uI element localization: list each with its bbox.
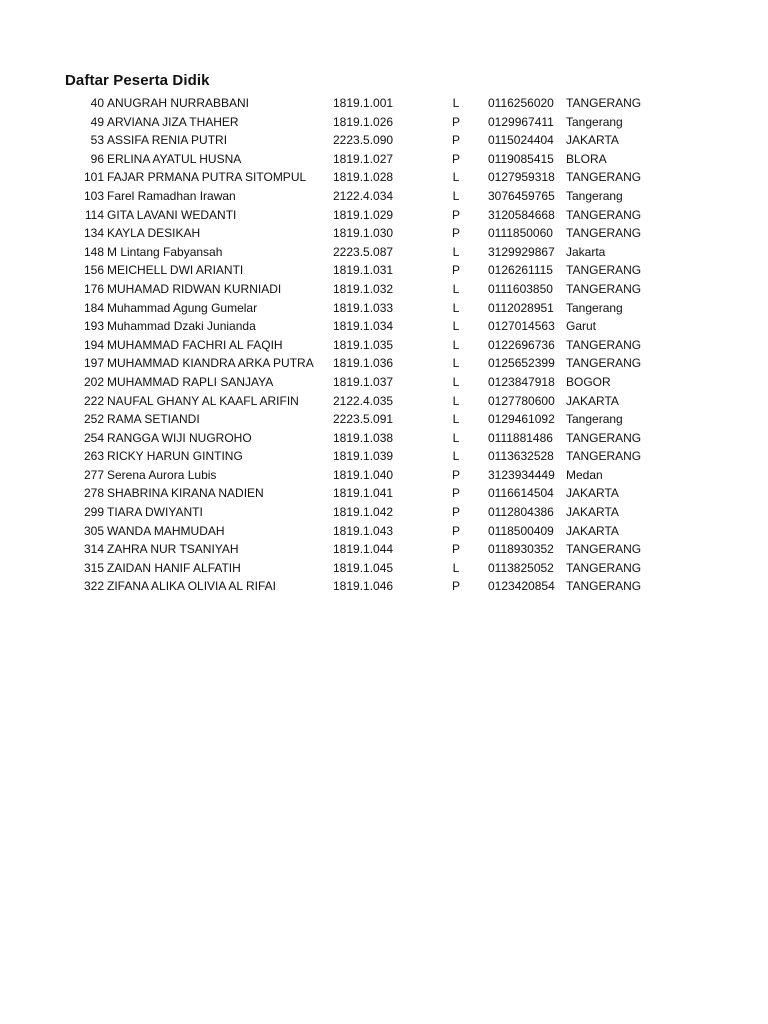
cell-nisn: 0111603850 bbox=[488, 281, 553, 296]
cell-nisn: 3076459765 bbox=[488, 188, 555, 203]
cell-gender: P bbox=[451, 226, 460, 241]
cell-city: Garut bbox=[566, 319, 597, 334]
cell-gender: P bbox=[451, 505, 460, 520]
table-row bbox=[0, 503, 768, 522]
student-list bbox=[0, 94, 768, 596]
table-row bbox=[0, 317, 768, 336]
cell-nisn: 0111881486 bbox=[488, 430, 553, 445]
cell-nisn: 0123847918 bbox=[488, 374, 555, 389]
cell-city: JAKARTA bbox=[566, 523, 619, 538]
cell-name: Serena Aurora Lubis bbox=[107, 467, 217, 482]
cell-gender: L bbox=[452, 393, 460, 408]
cell-nis: 1819.1.043 bbox=[333, 523, 394, 538]
cell-nis: 1819.1.001 bbox=[333, 96, 394, 110]
cell-nisn: 0115024404 bbox=[488, 133, 554, 148]
cell-nis: 1819.1.036 bbox=[333, 356, 394, 371]
cell-city: TANGERANG bbox=[566, 579, 642, 594]
cell-name: GITA LAVANI WEDANTI bbox=[107, 207, 237, 222]
table-row bbox=[0, 261, 768, 280]
cell-nis: 2223.5.087 bbox=[333, 244, 394, 259]
cell-nisn: 0119085415 bbox=[488, 151, 554, 166]
cell-nis: 1819.1.035 bbox=[333, 337, 394, 352]
table-row bbox=[0, 150, 768, 169]
table-row bbox=[0, 299, 768, 318]
cell-no: 101 bbox=[83, 170, 104, 185]
cell-nis: 1819.1.033 bbox=[333, 300, 394, 315]
cell-gender: P bbox=[451, 486, 460, 501]
cell-nis: 2122.4.034 bbox=[333, 188, 394, 203]
table-row bbox=[0, 559, 768, 578]
cell-nisn: 0126261115 bbox=[488, 263, 553, 278]
cell-nis: 1819.1.030 bbox=[333, 226, 394, 241]
cell-no: 197 bbox=[83, 356, 104, 371]
cell-no: 193 bbox=[83, 319, 104, 334]
page-title: Daftar Peserta Didik bbox=[65, 72, 210, 89]
cell-gender: L bbox=[452, 319, 460, 334]
cell-no: 103 bbox=[83, 188, 104, 203]
cell-city: TANGERANG bbox=[566, 449, 642, 464]
cell-gender: L bbox=[452, 560, 460, 575]
cell-gender: L bbox=[452, 412, 460, 427]
cell-city: JAKARTA bbox=[566, 486, 619, 501]
cell-no: 314 bbox=[83, 542, 104, 557]
cell-gender: L bbox=[452, 356, 460, 371]
cell-name: M Lintang Fabyansah bbox=[107, 244, 223, 259]
cell-name: MUHAMMAD FACHRI AL FAQIH bbox=[107, 337, 283, 352]
cell-no: 277 bbox=[83, 467, 104, 482]
cell-nisn: 0127014563 bbox=[488, 319, 555, 334]
cell-name: MUHAMMAD RAPLI SANJAYA bbox=[107, 374, 274, 389]
cell-nisn: 3120584668 bbox=[488, 207, 555, 222]
table-row bbox=[0, 447, 768, 466]
cell-nis: 1819.1.039 bbox=[333, 449, 394, 464]
cell-nisn: 0123420854 bbox=[488, 579, 555, 594]
cell-nis: 1819.1.029 bbox=[333, 207, 394, 222]
cell-gender: L bbox=[452, 281, 460, 296]
cell-nis: 1819.1.026 bbox=[333, 114, 394, 129]
cell-city: TANGERANG bbox=[566, 356, 642, 371]
cell-nis: 1819.1.040 bbox=[333, 467, 394, 482]
cell-gender: L bbox=[452, 430, 460, 445]
cell-city: Tangerang bbox=[566, 412, 623, 427]
cell-name: RAMA SETIANDI bbox=[107, 412, 200, 427]
cell-no: 222 bbox=[83, 393, 104, 408]
cell-city: Tangerang bbox=[566, 114, 623, 129]
table-row bbox=[0, 336, 768, 355]
cell-nis: 1819.1.038 bbox=[333, 430, 394, 445]
cell-nisn: 0116256020 bbox=[488, 96, 554, 110]
cell-nisn: 3123934449 bbox=[488, 467, 555, 482]
cell-city: Tangerang bbox=[566, 188, 623, 203]
cell-name: TIARA DWIYANTI bbox=[107, 505, 203, 520]
cell-no: 278 bbox=[83, 486, 104, 501]
cell-name: ZAHRA NUR TSANIYAH bbox=[107, 542, 239, 557]
table-row bbox=[0, 224, 768, 243]
cell-city: Tangerang bbox=[566, 300, 623, 315]
cell-no: 40 bbox=[90, 96, 104, 110]
table-row bbox=[0, 280, 768, 299]
cell-nis: 1819.1.045 bbox=[333, 560, 394, 575]
cell-gender: P bbox=[451, 467, 460, 482]
cell-city: BOGOR bbox=[566, 374, 611, 389]
cell-no: 53 bbox=[90, 133, 104, 148]
cell-nis: 1819.1.034 bbox=[333, 319, 394, 334]
table-row bbox=[0, 577, 768, 596]
cell-gender: P bbox=[451, 579, 460, 594]
cell-nis: 1819.1.037 bbox=[333, 374, 394, 389]
cell-gender: P bbox=[451, 263, 460, 278]
cell-no: 184 bbox=[83, 300, 104, 315]
cell-gender: L bbox=[452, 337, 460, 352]
cell-name: SHABRINA KIRANA NADIEN bbox=[107, 486, 264, 501]
table-row bbox=[0, 429, 768, 448]
cell-city: JAKARTA bbox=[566, 393, 619, 408]
cell-gender: P bbox=[451, 151, 460, 166]
cell-nisn: 0127780600 bbox=[488, 393, 555, 408]
cell-no: 134 bbox=[83, 226, 104, 241]
table-row bbox=[0, 392, 768, 411]
cell-gender: L bbox=[452, 170, 460, 185]
cell-nisn: 0111850060 bbox=[488, 226, 553, 241]
cell-city: JAKARTA bbox=[566, 133, 619, 148]
cell-gender: L bbox=[452, 374, 460, 389]
table-row bbox=[0, 373, 768, 392]
cell-name: ZAIDAN HANIF ALFATIH bbox=[107, 560, 241, 575]
cell-gender: L bbox=[452, 300, 460, 315]
cell-nis: 1819.1.042 bbox=[333, 505, 394, 520]
table-row bbox=[0, 540, 768, 559]
cell-nis: 1819.1.041 bbox=[333, 486, 394, 501]
cell-name: RANGGA WIJI NUGROHO bbox=[107, 430, 252, 445]
cell-name: MUHAMMAD KIANDRA ARKA PUTRA bbox=[107, 356, 314, 371]
cell-name: WANDA MAHMUDAH bbox=[107, 523, 225, 538]
cell-name: Farel Ramadhan Irawan bbox=[107, 188, 236, 203]
cell-city: BLORA bbox=[566, 151, 607, 166]
cell-nisn: 0113632528 bbox=[488, 449, 554, 464]
cell-nis: 1819.1.031 bbox=[333, 263, 394, 278]
cell-no: 252 bbox=[83, 412, 104, 427]
table-row bbox=[0, 243, 768, 262]
cell-nis: 1819.1.032 bbox=[333, 281, 394, 296]
cell-name: Muhammad Dzaki Junianda bbox=[107, 319, 256, 334]
cell-city: TANGERANG bbox=[566, 226, 642, 241]
cell-nis: 2223.5.091 bbox=[333, 412, 394, 427]
cell-no: 305 bbox=[83, 523, 104, 538]
table-row bbox=[0, 187, 768, 206]
cell-no: 315 bbox=[83, 560, 104, 575]
cell-nis: 1819.1.027 bbox=[333, 151, 394, 166]
cell-city: TANGERANG bbox=[566, 263, 642, 278]
cell-city: Medan bbox=[566, 467, 603, 482]
cell-gender: L bbox=[452, 96, 460, 110]
cell-nisn: 0122696736 bbox=[488, 337, 555, 352]
cell-gender: P bbox=[451, 542, 460, 557]
table-row bbox=[0, 206, 768, 225]
cell-no: 263 bbox=[83, 449, 104, 464]
cell-no: 194 bbox=[83, 337, 104, 352]
cell-city: TANGERANG bbox=[566, 430, 642, 445]
table-row bbox=[0, 131, 768, 150]
table-row bbox=[0, 410, 768, 429]
cell-gender: P bbox=[451, 133, 460, 148]
cell-nisn: 0113825052 bbox=[488, 560, 554, 575]
cell-nisn: 0127959318 bbox=[488, 170, 555, 185]
cell-nisn: 0112028951 bbox=[488, 300, 554, 315]
cell-name: ZIFANA ALIKA OLIVIA AL RIFAI bbox=[107, 579, 276, 594]
cell-nisn: 0116614504 bbox=[488, 486, 554, 501]
cell-nis: 2223.5.090 bbox=[333, 133, 394, 148]
cell-name: KAYLA DESIKAH bbox=[107, 226, 201, 241]
cell-city: JAKARTA bbox=[566, 505, 619, 520]
cell-nisn: 0112804386 bbox=[488, 505, 554, 520]
cell-name: MEICHELL DWI ARIANTI bbox=[107, 263, 244, 278]
cell-name: NAUFAL GHANY AL KAAFL ARIFIN bbox=[107, 393, 299, 408]
table-row bbox=[0, 466, 768, 485]
cell-nis: 1819.1.046 bbox=[333, 579, 394, 594]
cell-gender: L bbox=[452, 449, 460, 464]
cell-nis: 1819.1.044 bbox=[333, 542, 394, 557]
cell-no: 299 bbox=[83, 505, 104, 520]
cell-city: TANGERANG bbox=[566, 560, 642, 575]
cell-no: 49 bbox=[90, 114, 104, 129]
cell-name: FAJAR PRMANA PUTRA SITOMPUL bbox=[107, 170, 307, 185]
cell-no: 114 bbox=[84, 207, 104, 222]
cell-nisn: 0129967411 bbox=[488, 114, 554, 129]
table-row bbox=[0, 113, 768, 132]
cell-no: 96 bbox=[90, 151, 104, 166]
cell-city: TANGERANG bbox=[566, 542, 642, 557]
cell-nisn: 0118930352 bbox=[488, 542, 554, 557]
cell-no: 322 bbox=[83, 579, 104, 594]
cell-nisn: 0118500409 bbox=[488, 523, 554, 538]
cell-no: 176 bbox=[83, 281, 104, 296]
cell-name: ARVIANA JIZA THAHER bbox=[107, 114, 239, 129]
cell-nisn: 0125652399 bbox=[488, 356, 555, 371]
table-row bbox=[0, 94, 768, 113]
cell-gender: P bbox=[451, 114, 460, 129]
table-row bbox=[0, 484, 768, 503]
cell-gender: P bbox=[451, 523, 460, 538]
cell-name: ANUGRAH NURRABBANI bbox=[107, 96, 250, 110]
cell-city: TANGERANG bbox=[566, 96, 642, 110]
cell-name: Muhammad Agung Gumelar bbox=[107, 300, 258, 315]
cell-city: Jakarta bbox=[566, 244, 606, 259]
cell-no: 148 bbox=[83, 244, 104, 259]
cell-name: ASSIFA RENIA PUTRI bbox=[107, 133, 228, 148]
cell-gender: L bbox=[452, 244, 460, 259]
cell-city: TANGERANG bbox=[566, 281, 642, 296]
cell-city: TANGERANG bbox=[566, 337, 642, 352]
cell-nis: 1819.1.028 bbox=[333, 170, 394, 185]
cell-city: TANGERANG bbox=[566, 207, 642, 222]
table-row bbox=[0, 168, 768, 187]
cell-nisn: 0129461092 bbox=[488, 412, 555, 427]
cell-no: 202 bbox=[83, 374, 104, 389]
cell-no: 254 bbox=[83, 430, 104, 445]
cell-city: TANGERANG bbox=[566, 170, 642, 185]
cell-gender: P bbox=[451, 207, 460, 222]
cell-name: ERLINA AYATUL HUSNA bbox=[107, 151, 242, 166]
cell-name: MUHAMAD RIDWAN KURNIADI bbox=[107, 281, 282, 296]
cell-nisn: 3129929867 bbox=[488, 244, 555, 259]
cell-no: 156 bbox=[83, 263, 104, 278]
cell-nis: 2122.4.035 bbox=[333, 393, 394, 408]
cell-gender: L bbox=[452, 188, 460, 203]
table-row bbox=[0, 522, 768, 541]
table-row bbox=[0, 354, 768, 373]
cell-name: RICKY HARUN GINTING bbox=[107, 449, 243, 464]
